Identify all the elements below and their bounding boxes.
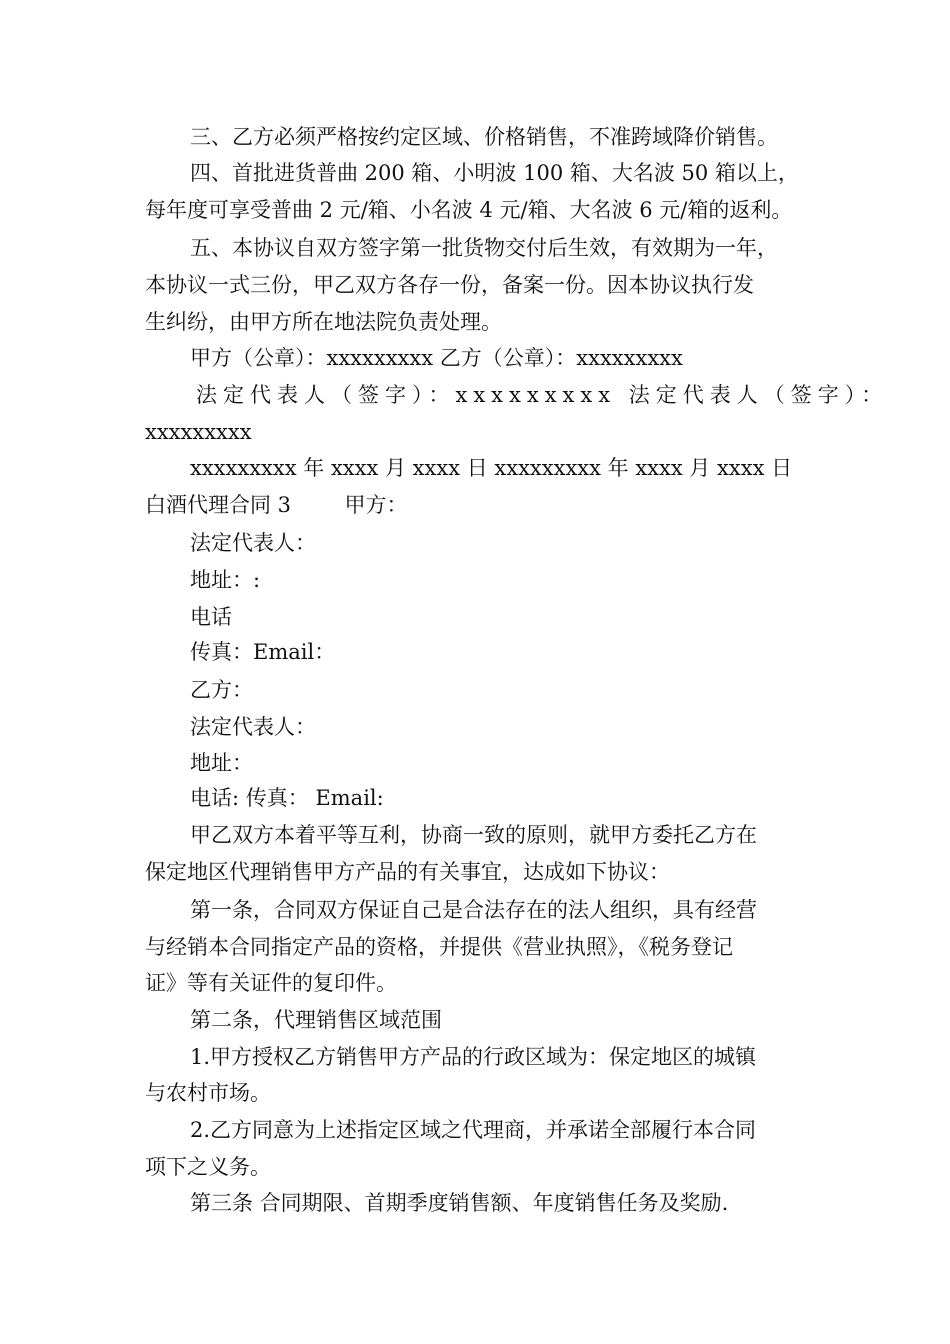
date-line: xxxxxxxxx 年 xxxx 月 xxxx 日 xxxxxxxxx 年 xxxx 月 xxxx 日 <box>190 456 793 480</box>
field-label: 乙方： <box>190 678 253 702</box>
text-line: 四、首批进货普曲 200 箱、小明波 100 箱、大名波 50 箱以上， <box>190 161 799 185</box>
text-line: 第一条，合同双方保证自己是合法存在的法人组织，具有经营 <box>190 898 757 922</box>
text-line: 五、本协议自双方签字第一批货物交付后生效，有效期为一年， <box>190 236 778 260</box>
field-label: 法定代表人： <box>190 715 316 739</box>
text-line: 项下之义务。 <box>145 1155 271 1179</box>
text-line: 生纠纷，由甲方所在地法院负责处理。 <box>145 310 502 334</box>
text-line: 保定地区代理销售甲方产品的有关事宜，达成如下协议： <box>145 860 670 884</box>
section-title: 白酒代理合同 3 甲方： <box>145 493 408 517</box>
field-label: 法定代表人： <box>190 531 316 555</box>
field-label: 电话: 传真： Email: <box>190 786 384 810</box>
text-line: 每年度可享受普曲 2 元/箱、小名波 4 元/箱、大名波 6 元/箱的返利。 <box>145 198 793 222</box>
field-label: 传真：Email： <box>190 640 336 664</box>
text-line: 甲乙双方本着平等互利，协商一致的原则，就甲方委托乙方在 <box>190 823 757 847</box>
field-label: 电话 <box>190 605 232 629</box>
signature-line-company: 甲方（公章）：xxxxxxxxx 乙方（公章）：xxxxxxxxx <box>190 346 683 370</box>
text-line: 证》等有关证件的复印件。 <box>145 971 397 995</box>
field-label: 地址： <box>190 751 253 775</box>
text-line: 本协议一式三份，甲乙双方各存一份，备案一份。因本协议执行发 <box>145 273 754 297</box>
text-line: 三、乙方必须严格按约定区域、价格销售，不准跨域降价销售。 <box>190 125 778 149</box>
signature-line-representative: 法定代表人（签字）：xxxxxxxxx 法定代表人（签字）： <box>196 383 889 407</box>
text-line: xxxxxxxxx <box>145 420 252 444</box>
text-line: 2.乙方同意为上述指定区域之代理商，并承诺全部履行本合同 <box>190 1118 757 1142</box>
text-line: 与农村市场。 <box>145 1081 271 1105</box>
text-line: 1.甲方授权乙方销售甲方产品的行政区域为：保定地区的城镇 <box>190 1045 757 1069</box>
clause-heading: 第二条，代理销售区域范围 <box>190 1008 442 1032</box>
clause-heading: 第三条 合同期限、首期季度销售额、年度销售任务及奖励. <box>190 1191 729 1215</box>
text-line: 与经销本合同指定产品的资格，并提供《营业执照》，《税务登记 <box>145 935 733 959</box>
field-label: 地址：: <box>190 568 261 592</box>
